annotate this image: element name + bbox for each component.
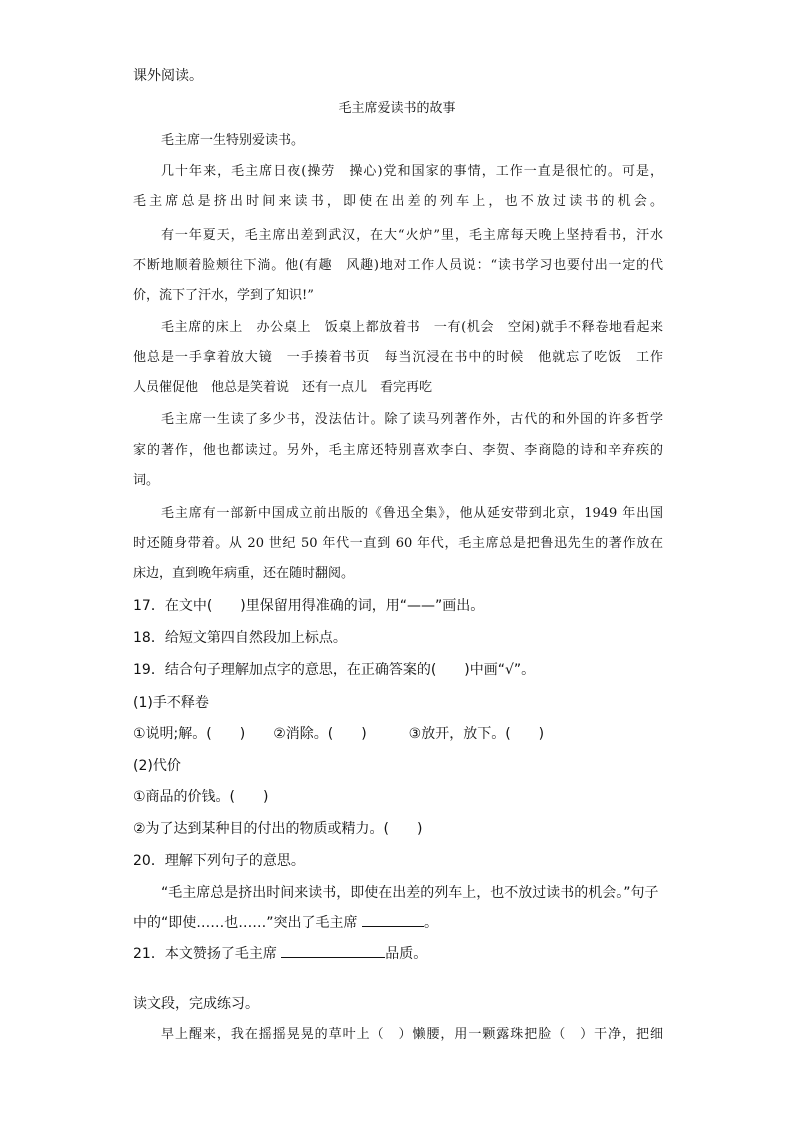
question-19-part-2-option-1: ①商品的价钱。( )	[133, 789, 269, 805]
question-19-part-2-option-2: ②为了达到某种目的付出的物质或精力。( )	[133, 821, 423, 837]
paragraph-5-line-3: 词。	[133, 473, 160, 488]
paragraph-2-line-1: 几十年来，毛主席日夜(操劳 操心)党和国家的事情，工作一直是很忙的。可是，	[161, 164, 663, 179]
section-2-paragraph-1-line-1: 早上醒来，我在摇摇晃晃的草叶上（ ）懒腰，用一颗露珠把脸（ ）干净，把细	[161, 1027, 663, 1042]
paragraph-6-line-3: 床边，直到晚年病重，还在随时翻阅。	[133, 566, 355, 581]
question-21	[133, 943, 427, 964]
question-20-suffix: 。	[423, 915, 438, 931]
paragraph-4-line-1: 毛主席的床上 办公桌上 饭桌上都放着书 一有(机会 空闲)就手不释卷地看起来	[161, 320, 663, 335]
question-19-part-1-options: ①说明;解。( ) ②消除。( ) ③放开，放下。( )	[133, 726, 545, 742]
paragraph-4-line-3: 人员催促他 他总是笑着说 还有一点儿 看完再吃	[133, 380, 433, 395]
question-20-prefix: 中的“即使……也……”突出了毛主席	[133, 915, 362, 931]
question-19-part-1-label: (1)手不释卷	[133, 695, 209, 711]
paragraph-3-line-1: 有一年夏天，毛主席出差到武汉，在大“火炉”里，毛主席每天晚上坚持看书，汗水	[161, 228, 663, 243]
section-heading-extracurricular: 课外阅读。	[133, 68, 203, 84]
question-21-suffix: 品质。	[385, 946, 428, 962]
story-title: 毛主席爱读书的故事	[338, 101, 456, 116]
question-20-quote-line-1: “毛主席总是挤出时间来读书，即使在出差的列车上，也不放过读书的机会。”句子	[161, 885, 659, 901]
paragraph-3-line-3: 价，流下了汗水，学到了知识!”	[133, 288, 314, 303]
answer-blank-20[interactable]	[362, 912, 424, 927]
paragraph-5-line-1: 毛主席一生读了多少书，没法估计。除了读马列著作外，古代的和外国的许多哲学	[161, 412, 663, 427]
question-20: 20．理解下列句子的意思。	[133, 853, 305, 869]
paragraph-6-line-2: 时还随身带着。从 20 世纪 50 年代一直到 60 年代，毛主席总是把鲁迅先生的著作放在	[133, 536, 663, 551]
question-21-prefix: 21．本文赞扬了毛主席	[133, 946, 282, 962]
section-heading-reading: 读文段，完成练习。	[133, 996, 259, 1012]
paragraph-1: 毛主席一生特别爱读书。	[161, 133, 305, 148]
paragraph-5-line-2: 家的著作，他也都读过。另外，毛主席还特别喜欢李白、李贺、李商隐的诗和辛弃疾的	[133, 443, 663, 458]
answer-blank-21[interactable]	[281, 943, 385, 958]
question-19-part-2-label: (2)代价	[133, 758, 181, 774]
paragraph-3-line-2: 不断地顺着脸颊往下淌。他(有趣 风趣)地对工作人员说：“读书学习也要付出一定的代	[133, 258, 663, 273]
paragraph-6-line-1: 毛主席有一部新中国成立前出版的《鲁迅全集》，他从延安带到北京，1949 年出国	[161, 506, 663, 521]
question-18: 18．给短文第四自然段加上标点。	[133, 630, 347, 646]
question-17: 17．在文中( )里保留用得准确的词，用“——”画出。	[133, 598, 485, 614]
paragraph-4-line-2: 他总是一手拿着放大镜 一手揍着书页 每当沉浸在书中的时候 他就忘了吃饭 工作	[133, 350, 663, 365]
paragraph-2-line-2: 毛主席总是挤出时间来读书，即使在出差的列车上，也不放过读书的机会。	[133, 194, 663, 209]
question-20-quote-line-2	[133, 912, 438, 933]
question-19: 19．结合句子理解加点字的意思，在正确答案的( )中画“√”。	[133, 662, 536, 678]
